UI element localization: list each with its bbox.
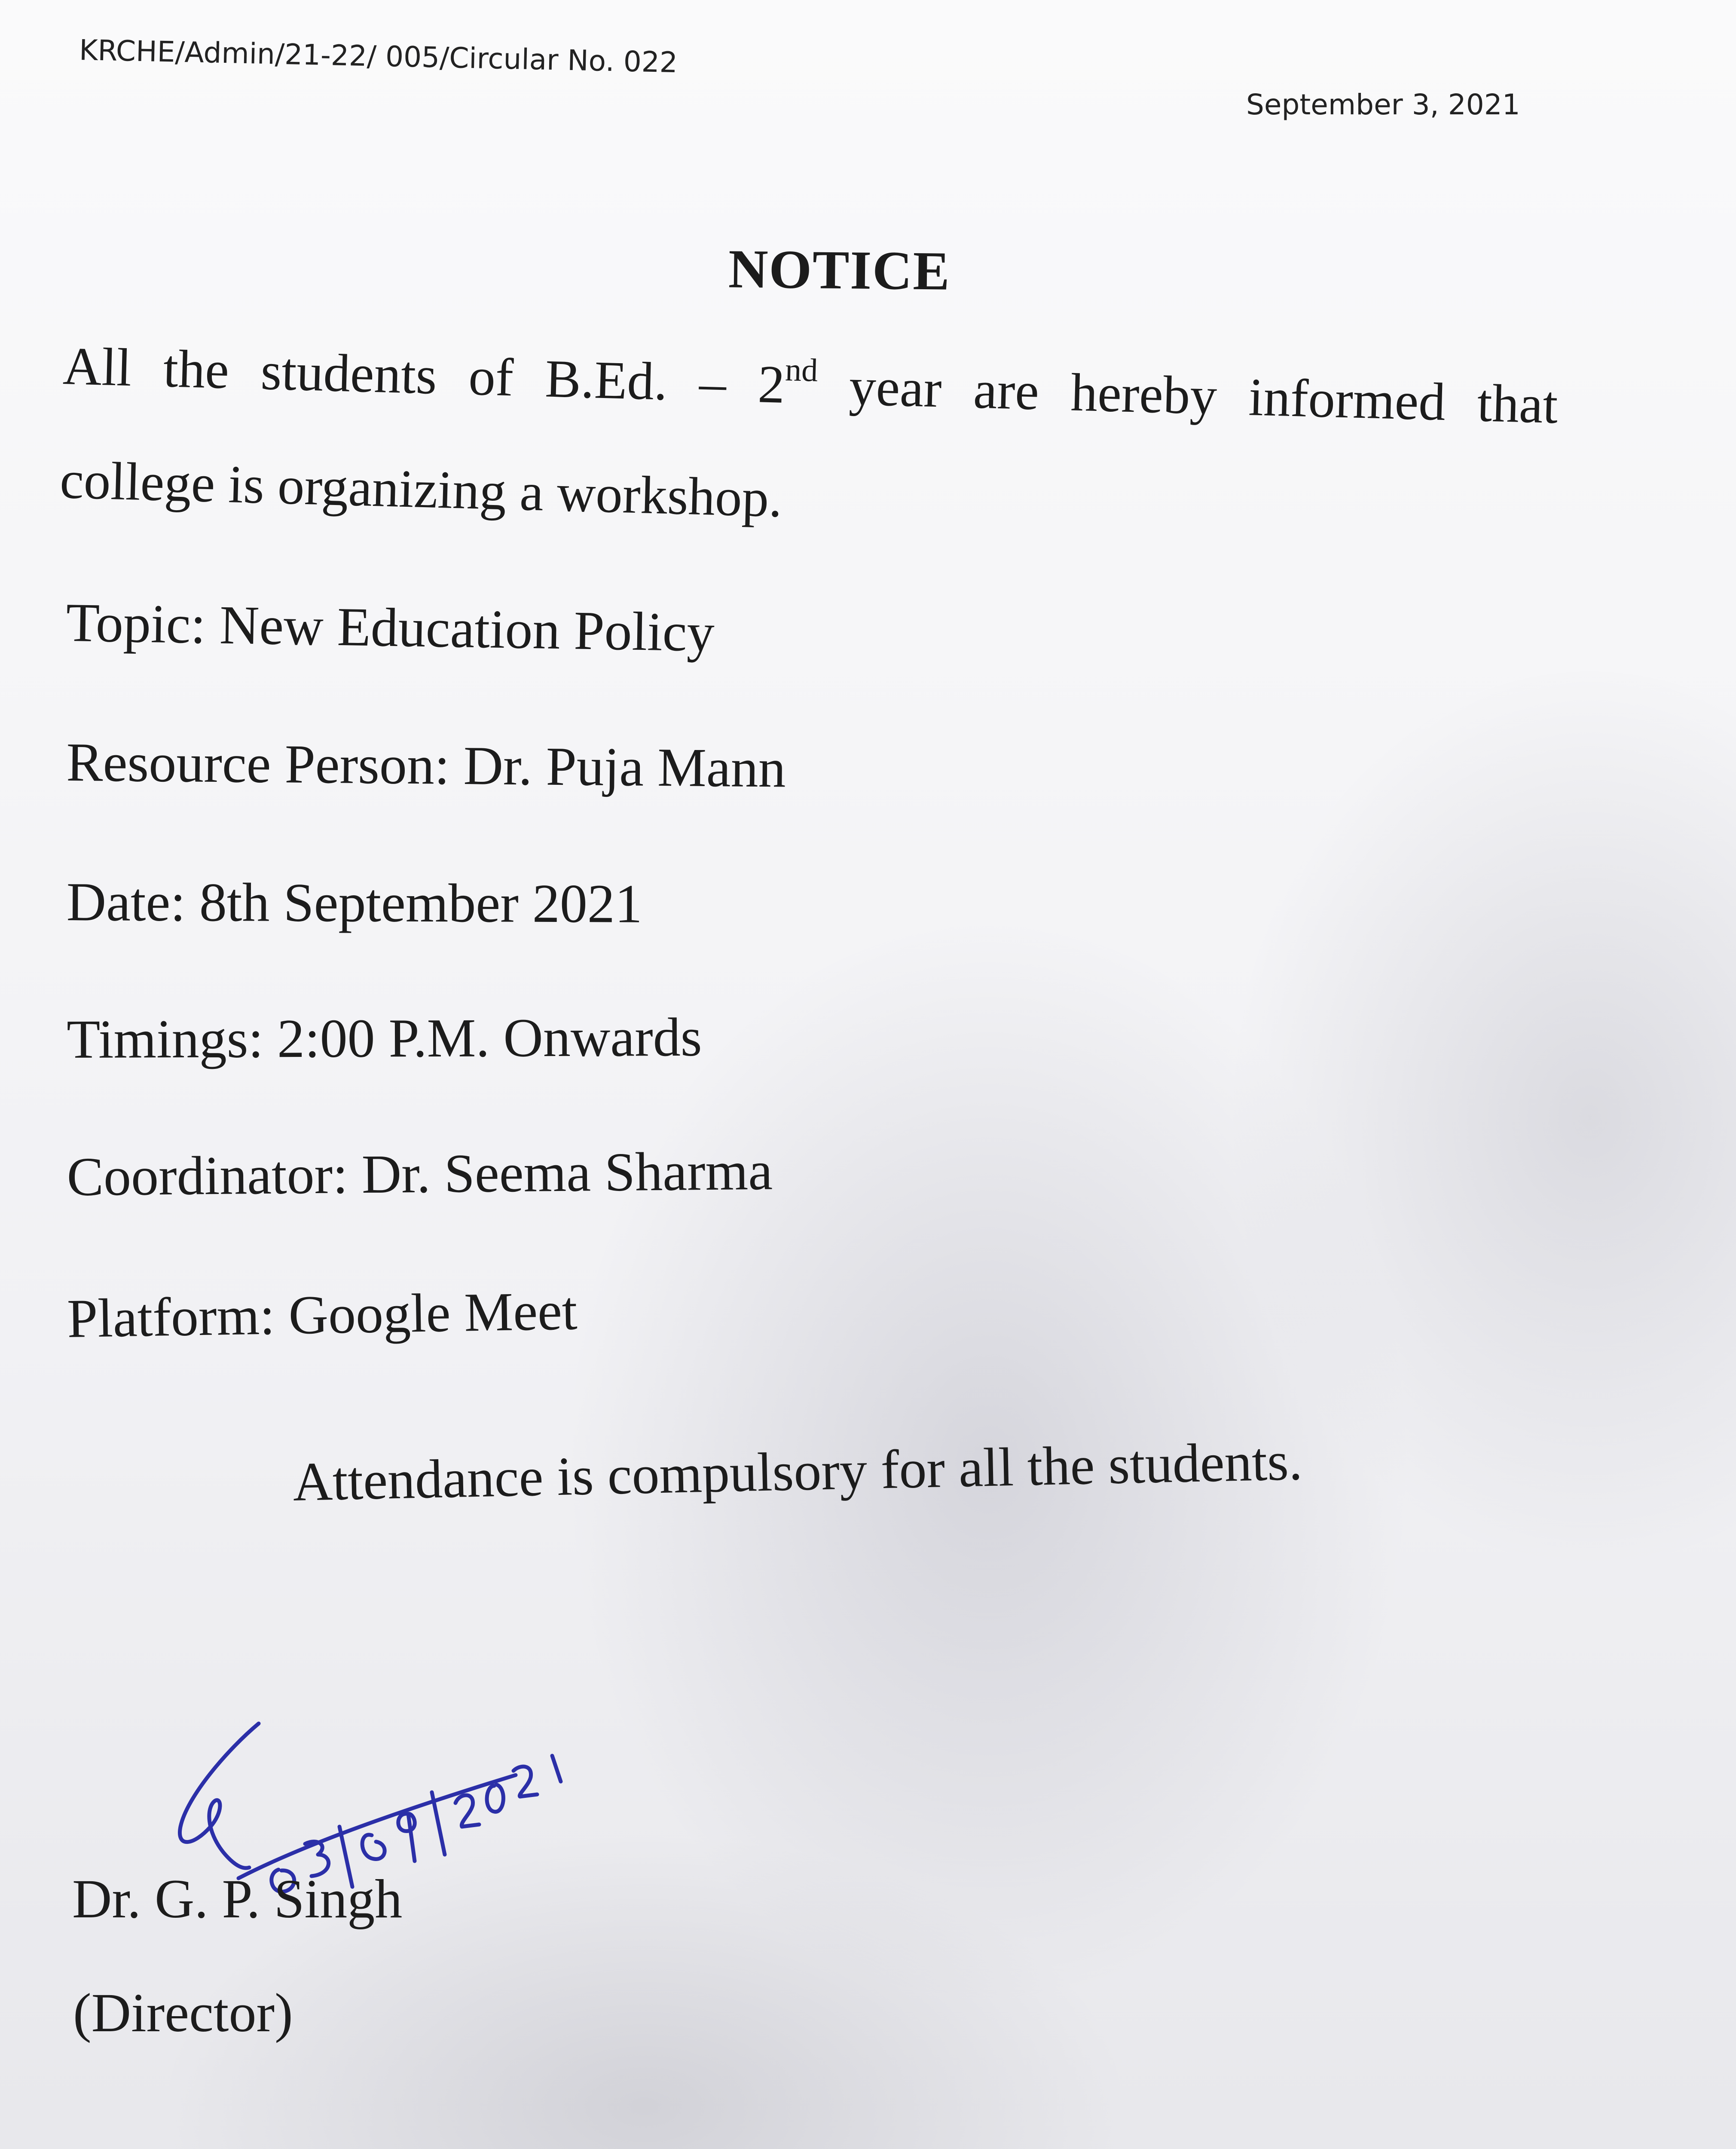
intro-line-2: college is organizing a workshop. bbox=[59, 450, 783, 529]
signer-title: (Director) bbox=[73, 1982, 293, 2043]
notice-intro bbox=[58, 309, 1559, 576]
workshop-date-field: Date: 8th September 2021 bbox=[66, 871, 643, 934]
timings-field: Timings: 2:00 P.M. Onwards bbox=[67, 1006, 702, 1070]
platform-field: Platform: Google Meet bbox=[67, 1280, 578, 1349]
intro-superscript: nd bbox=[785, 351, 819, 389]
attendance-note: Attendance is compulsory for all the students. bbox=[292, 1430, 1303, 1512]
intro-part-1: All the students of B.Ed. – 2 bbox=[62, 336, 786, 415]
topic-field: Topic: New Education Policy bbox=[65, 591, 715, 663]
intro-part-2: year are hereby informed that bbox=[816, 356, 1559, 435]
issue-date: September 3, 2021 bbox=[1246, 88, 1520, 121]
intro-line-1 bbox=[61, 309, 1559, 462]
signer-name: Dr. G. P. Singh bbox=[72, 1868, 403, 1929]
notice-title: NOTICE bbox=[728, 238, 951, 302]
resource-person-field: Resource Person: Dr. Puja Mann bbox=[66, 731, 786, 799]
coordinator-field: Coordinator: Dr. Seema Sharma bbox=[67, 1140, 773, 1207]
circular-reference: KRCHE/Admin/21-22/ 005/Circular No. 022 bbox=[79, 34, 678, 80]
